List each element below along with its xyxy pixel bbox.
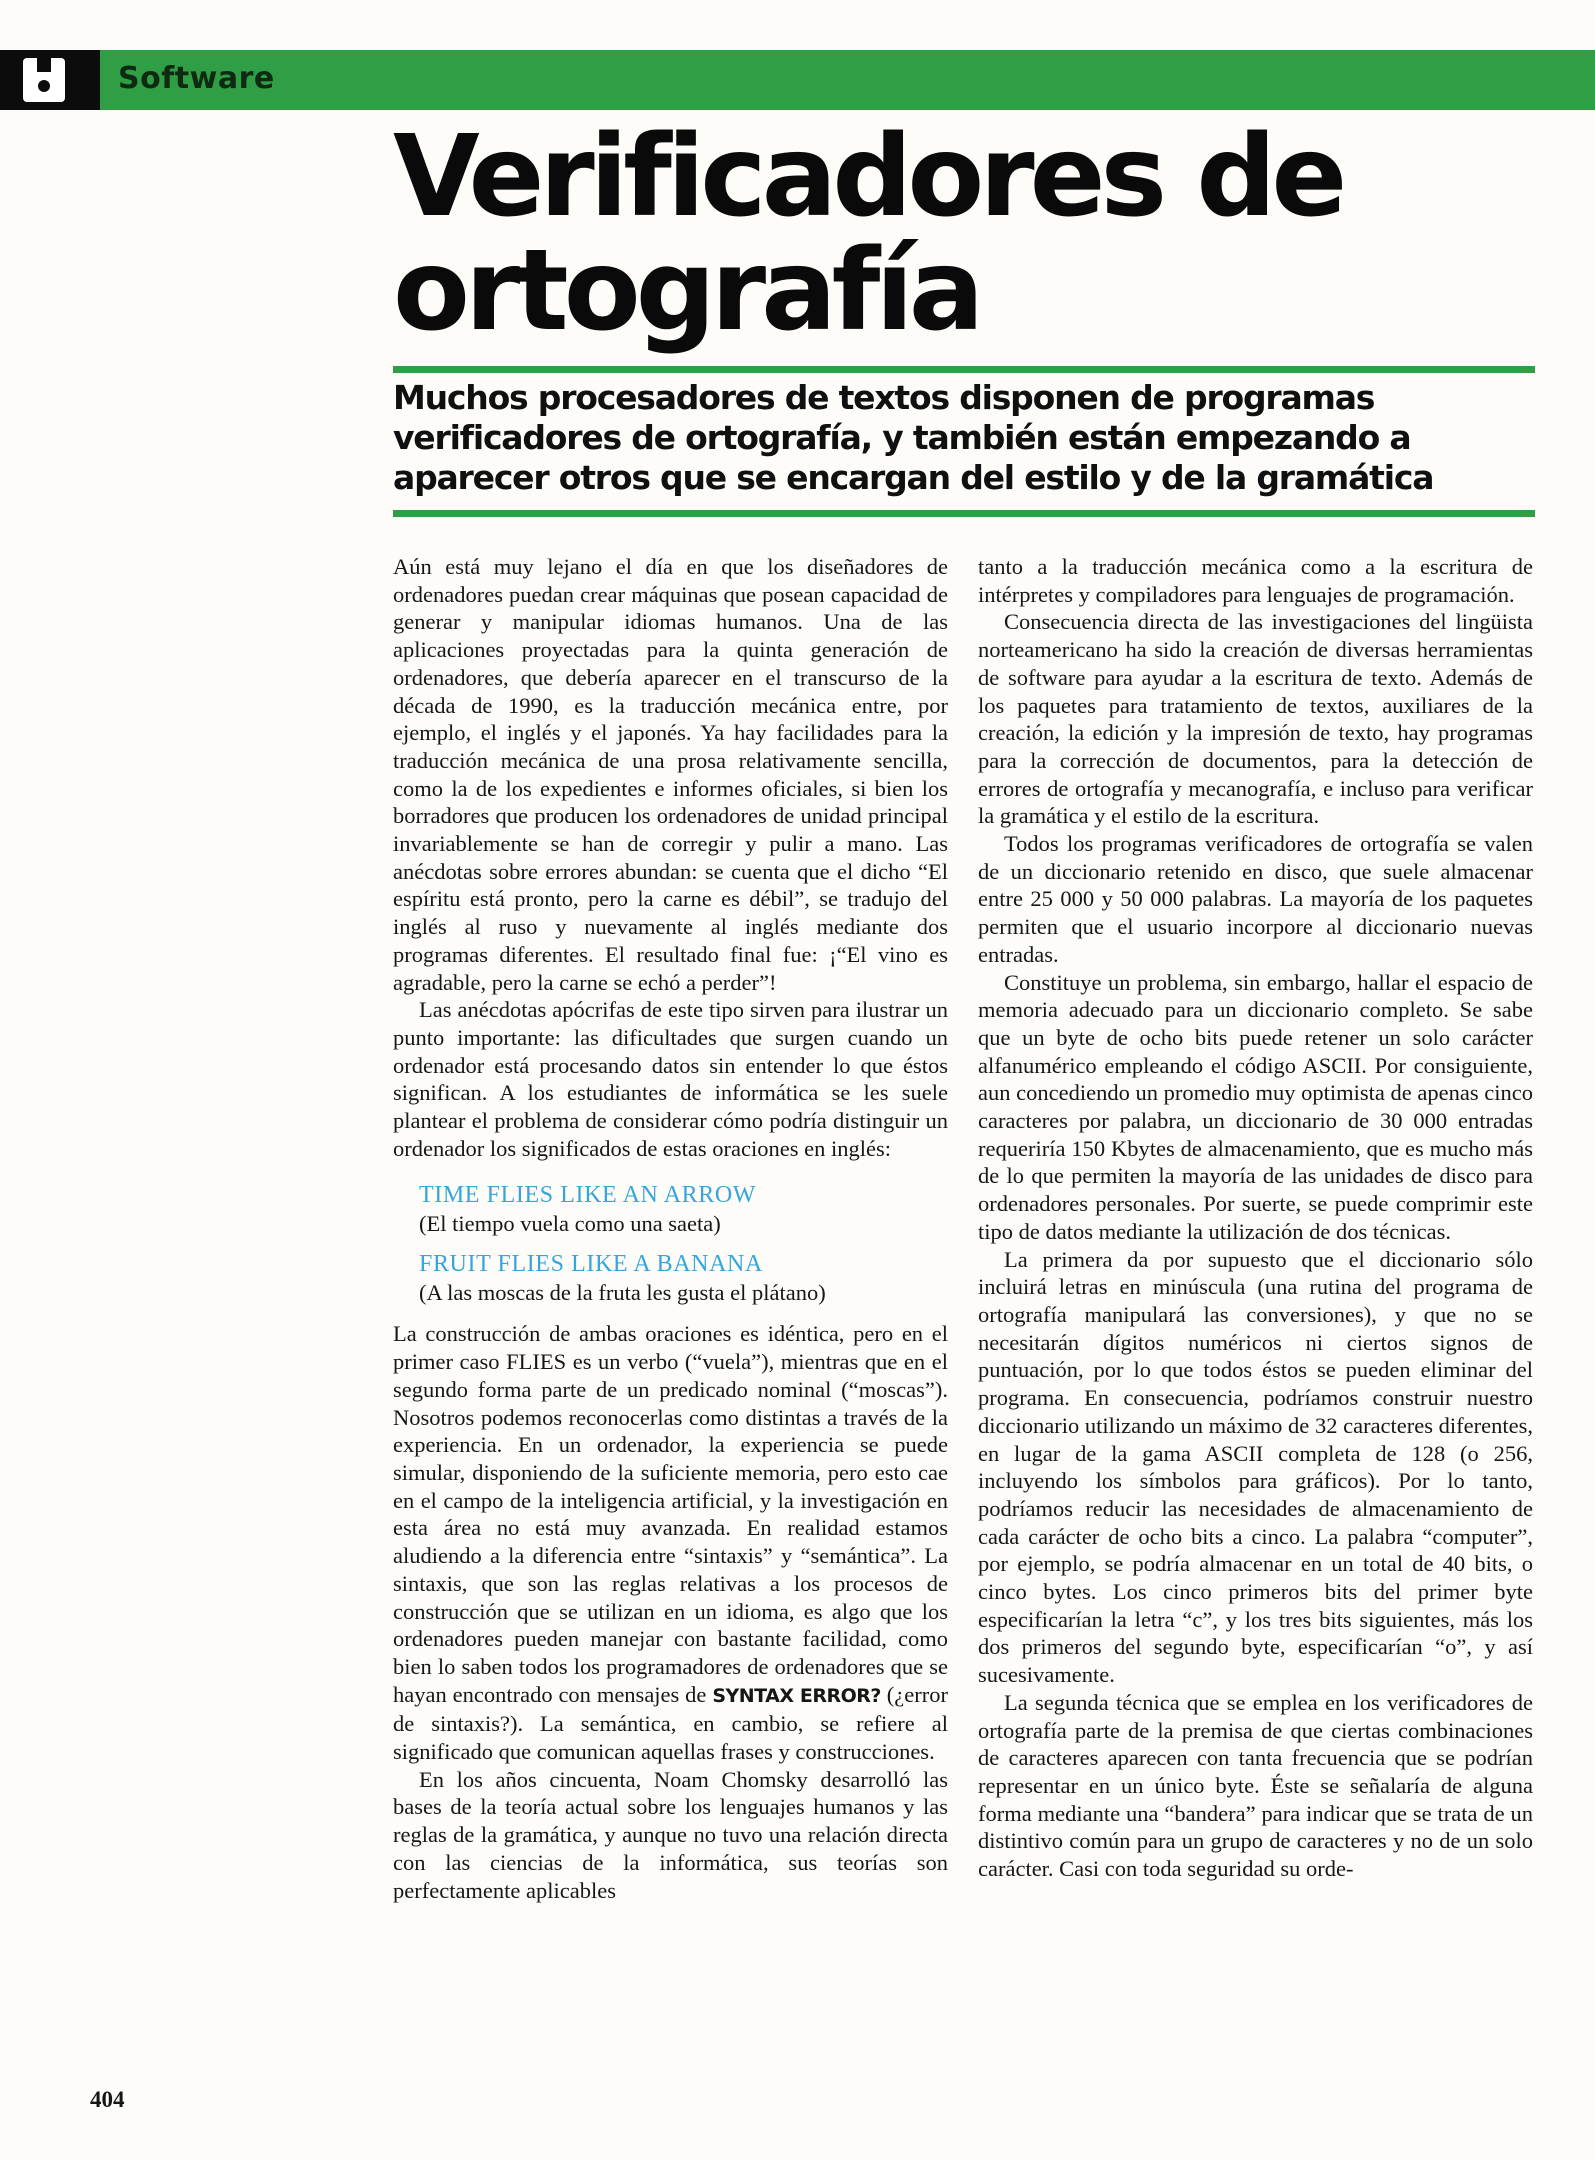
page-number: 404 (90, 2087, 125, 2112)
left-paragraph-3 (393, 1320, 948, 1765)
right-paragraph-2: Consecuencia directa de las investigaciones del lingüista norteamericano ha sido la creación de diversas herramientas de software para ayudar a la escritura de texto. Además de los paquetes para tratamiento de textos, auxiliares de la creación, la edición y la impresión de texto, hay programas para la corrección de documentos, para la detección de errores de ortografía y mecanografía, e incluso para verificar la gramática y el estilo de la escritura. (978, 609, 1533, 829)
subtitle: Muchos procesadores de textos disponen de programas verificadores de ortografía, y también están empezando a aparecer otros que se encargan del estilo y de la gramática (393, 378, 1434, 497)
left-paragraph-1: Aún está muy lejano el día en que los diseñadores de ordenadores puedan crear máquinas que posean capacidad de generar y manipular idiomas humanos. Una de las aplicaciones proyectadas para la quinta generación de ordenadores, que debería aparecer en el transcurso de la década de 1990, es la traducción mecánica entre, por ejemplo, el inglés y el japonés. Ya hay facilidades para la traducción mecánica de una prosa relativamente sencilla, como la de los expedientes e informes oficiales, si bien los borradores que producen los ordenadores de unidad principal invariablemente se han de corregir y pulir a mano. Las anécdotas sobre errores abundan: se cuenta que el dicho “El espíritu está pronto, pero la carne es débil”, se tradujo del inglés al ruso y nuevamente al inglés mediante dos programas diferentes. El resultado final fue: ¡“El vino es agradable, pero la carne se echó a perder”! (393, 554, 948, 995)
example-2-english: FRUIT FLIES LIKE A BANANA (419, 1251, 763, 1278)
syntax-error-message: SYNTAX ERROR? (712, 1684, 881, 1707)
floppy-disk-icon (22, 57, 66, 103)
right-paragraph-5: La primera da por supuesto que el diccionario sólo incluirá letras en minúscula (una rutina del programa de ortografía manipulará las conversiones), y que no se necesitarán dígitos numéricos ni ciertos signos de puntuación, por lo que todos éstos se pueden eliminar del programa. En consecuencia, podríamos construir nuestro diccionario utilizando un máximo de 32 caracteres diferentes, en lugar de la gama ASCII completa de 128 (o 256, incluyendo los símbolos para gráficos). Por lo tanto, podríamos reducir las necesidades de almacenamiento de cada carácter de ocho bits a cinco. La palabra “computer”, por ejemplo, se podría almacenar en un total de 40 bits, o cinco bytes. Los cinco primeros bits del primer byte especificarían la letra “c”, y los tres bits siguientes, más los dos primeros del segundo byte, especificarían “o”, y así sucesivamente. (978, 1246, 1533, 1688)
example-1-translation: (El tiempo vuela como una saeta) (419, 1211, 721, 1237)
left-paragraph-2: Las anécdotas apócrifas de este tipo sirven para ilustrar un punto importante: las dificultades que surgen cuando un ordenador está procesando datos sin entender lo que éstos significan. A los estudiantes de informática se les suele plantear el problema de considerar cómo podría distinguir un ordenador los significados de estas oraciones en inglés: (393, 997, 948, 1161)
title-line-2: ortografía (393, 226, 980, 356)
example-2-translation: (A las moscas de la fruta les gusta el plátano) (419, 1280, 826, 1306)
section-icon-box (0, 50, 100, 110)
left-paragraph-4: En los años cincuenta, Noam Chomsky desarrolló las bases de la teoría actual sobre los lenguajes humanos y las reglas de la gramática, y aunque no tuvo una relación directa con las ciencias de la informática, sus teorías son perfectamente aplicables (393, 1766, 948, 1903)
left-column (393, 553, 948, 1904)
right-paragraph-6: La segunda técnica que se emplea en los verificadores de ortografía parte de la premisa de que ciertas combinaciones de caracteres aparecen con tanta frecuencia que se podrían representar en un único byte. Éste se señalaría de alguna forma mediante una “bandera” para indicar que se trata de un distintivo común para un grupo de caracteres y no de un solo carácter. Casi con toda seguridad su orde- (978, 1689, 1533, 1882)
subtitle-bottom-rule (393, 510, 1535, 517)
subtitle-top-rule (393, 366, 1535, 373)
example-1-english: TIME FLIES LIKE AN ARROW (419, 1182, 757, 1209)
right-paragraph-4: Constituye un problema, sin embargo, hallar el espacio de memoria adecuado para un diccionario completo. Se sabe que un byte de ocho bits puede retener un solo carácter alfanumérico empleando el código ASCII. Por consiguiente, aun concediendo un promedio muy optimista de apenas cinco caracteres por palabra, un diccionario de 30 000 entradas requeriría 150 Kbytes de almacenamiento, que es mucho más de lo que permiten la mayoría de las unidades de disco para ordenadores personales. Por suerte, se puede comprimir este tipo de datos mediante la utilización de dos técnicas. (978, 969, 1533, 1244)
example-sentences (419, 1180, 948, 1306)
page-title (393, 112, 1543, 356)
paragraph-3-text-a: La construcción de ambas oraciones es idéntica, pero en el primer caso FLIES es un verbo (“vuela”), mientras que en el segundo forma parte de un predicado nominal (“moscas”). Nosotros podemos reconocerlas como distintas a través de la experiencia. En un ordenador, la experiencia se puede simular, disponiendo de la suficiente memoria, pero esto cae en el campo de la inteligencia artificial, y la investigación en esta área no está muy avanzada. En realidad estamos aludiendo a la diferencia entre “sintaxis” y “semántica”. La sintaxis, que son las reglas relativas a los procesos de construcción que se utilizan en un idioma, es algo que los ordenadores pueden manejar con bastante facilidad, como bien lo saben todos los programadores de ordenadores que se hayan encontrado con mensajes de (393, 1321, 948, 1707)
right-paragraph-1: tanto a la traducción mecánica como a la escritura de intérpretes y compiladores para lenguajes de programación. (978, 554, 1533, 607)
right-column (978, 553, 1533, 1883)
title-line-1: Verificadores de (393, 112, 1343, 242)
section-label: Software (118, 61, 275, 96)
paragraph-3-text-b: (¿error de sintaxis?). La semántica, en cambio, se refiere al significado que comunican aquellas frases y construcciones. (393, 1681, 949, 1765)
right-paragraph-3: Todos los programas verificadores de ortografía se valen de un diccionario retenido en disco, que suele almacenar entre 25 000 y 50 000 palabras. La mayoría de los paquetes permiten que el usuario incorpore al diccionario nuevas entradas. (978, 831, 1533, 967)
